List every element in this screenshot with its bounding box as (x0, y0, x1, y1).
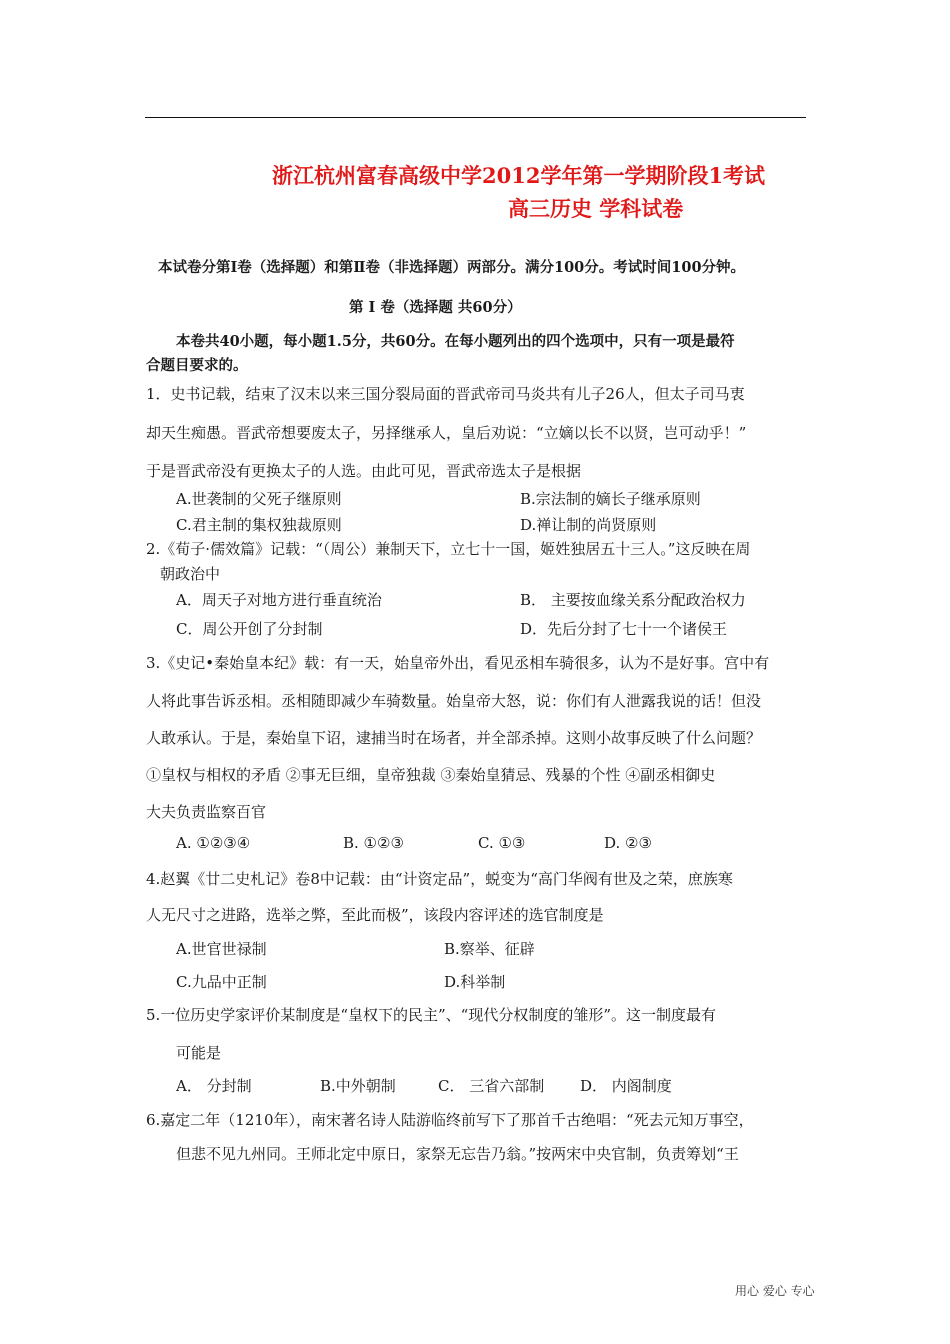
exam-title-line1: 浙江杭州富春高级中学2012学年第一学期阶段1考试 (272, 163, 766, 188)
question-1-option-c[interactable]: C.君主制的集权独裁原则 (176, 516, 342, 534)
question-5-line-1: 5.一位历史学家评价某制度是“皇权下的民主”、“现代分权制度的雏形”。这一制度最有 (146, 1006, 716, 1024)
question-6-line-2: 但悲不见九州同。王师北定中原日，家祭无忘告乃翁。”按两宋中央官制，负责筹划“王 (176, 1145, 739, 1163)
question-5-option-a[interactable]: A． 分封制 (176, 1077, 252, 1095)
question-5-option-b[interactable]: B.中外朝制 (320, 1077, 396, 1095)
question-3-line-4: ①皇权与相权的矛盾 ②事无巨细，皇帝独裁 ③秦始皇猜忌、残暴的个性 ④副丞相御史 (146, 766, 716, 784)
question-3-option-d[interactable]: D. ②③ (604, 834, 652, 852)
instruction-line-1: 本卷共40小题，每小题1.5分，共60分。在每小题列出的四个选项中，只有一项是最符 (176, 333, 735, 350)
question-5-option-c[interactable]: C． 三省六部制 (438, 1077, 545, 1095)
question-3-line-5: 大夫负责监察百官 (146, 803, 267, 821)
question-2-option-d[interactable]: D．先后分封了七十一个诸侯王 (520, 620, 728, 638)
question-4-option-a[interactable]: A.世官世禄制 (176, 940, 267, 958)
question-3-option-a[interactable]: A. ①②③④ (176, 834, 251, 852)
question-1-line-2: 却天生痴愚。晋武帝想要废太子，另择继承人，皇后劝说：“立嫡以长不以贤，岂可动乎！” (146, 424, 747, 442)
question-4-option-d[interactable]: D.科举制 (444, 973, 506, 991)
question-2-line-2: 朝政治中 (160, 565, 221, 583)
header-rule (145, 117, 806, 118)
question-3-option-b[interactable]: B. ①②③ (343, 834, 404, 852)
question-3-line-1: 3.《史记•秦始皇本纪》载：有一天，始皇帝外出，看见丞相车骑很多，认为不是好事。宫中有 (146, 654, 770, 672)
question-1-option-a[interactable]: A.世袭制的父死子继原则 (176, 490, 342, 508)
question-4-line-2: 人无尺寸之进路，选举之弊，至此而极”，该段内容评述的选官制度是 (146, 906, 604, 924)
section-title: 第 Ⅰ 卷（选择题 共60分） (349, 299, 522, 316)
question-3-line-3: 人敢承认。于是，秦始皇下诏，逮捕当时在场者，并全部杀掉。这则小故事反映了什么问题？ (146, 729, 762, 747)
question-4-option-c[interactable]: C.九品中正制 (176, 973, 267, 991)
question-1-line-1: 1．史书记载，结束了汉末以来三国分裂局面的晋武帝司马炎共有儿子26人，但太子司马衷 (146, 385, 745, 403)
question-2-option-a[interactable]: A．周天子对地方进行垂直统治 (176, 591, 382, 609)
page-footer: 用心 爱心 专心 (735, 1284, 815, 1298)
question-5-option-d[interactable]: D． 内阁制度 (580, 1077, 672, 1095)
question-4-line-1: 4.赵翼《廿二史札记》卷8中记载：由“计资定品”，蜕变为“高门华阀有世及之荣，庶族寒 (146, 870, 733, 888)
question-3-option-c[interactable]: C. ①③ (478, 834, 526, 852)
question-2-option-c[interactable]: C．周公开创了分封制 (176, 620, 323, 638)
question-4-option-b[interactable]: B.察举、征辟 (444, 940, 535, 958)
question-2-line-1: 2.《荀子·儒效篇》记载：“（周公）兼制天下，立七十一国，姬姓独居五十三人。”这反映在周 (146, 540, 751, 558)
exam-notice: 本试卷分第Ⅰ卷（选择题）和第Ⅱ卷（非选择题）两部分。满分100分。考试时间100分钟。 (158, 259, 746, 276)
question-1-line-3: 于是晋武帝没有更换太子的人选。由此可见，晋武帝选太子是根据 (146, 462, 582, 480)
exam-title-line2: 高三历史 学科试卷 (508, 196, 684, 221)
question-1-option-d[interactable]: D.禅让制的尚贤原则 (520, 516, 657, 534)
instruction-line-2: 合题目要求的。 (146, 357, 248, 374)
question-6-line-1: 6.嘉定二年（1210年），南宋著名诗人陆游临终前写下了那首千古绝唱：“死去元知万事空， (146, 1111, 754, 1129)
question-1-option-b[interactable]: B.宗法制的嫡长子继承原则 (520, 490, 701, 508)
question-5-line-2: 可能是 (176, 1044, 222, 1062)
question-2-option-b[interactable]: B． 主要按血缘关系分配政治权力 (520, 591, 746, 609)
question-3-line-2: 人将此事告诉丞相。丞相随即减少车骑数量。始皇帝大怒，说：你们有人泄露我说的话！但没 (146, 692, 762, 710)
